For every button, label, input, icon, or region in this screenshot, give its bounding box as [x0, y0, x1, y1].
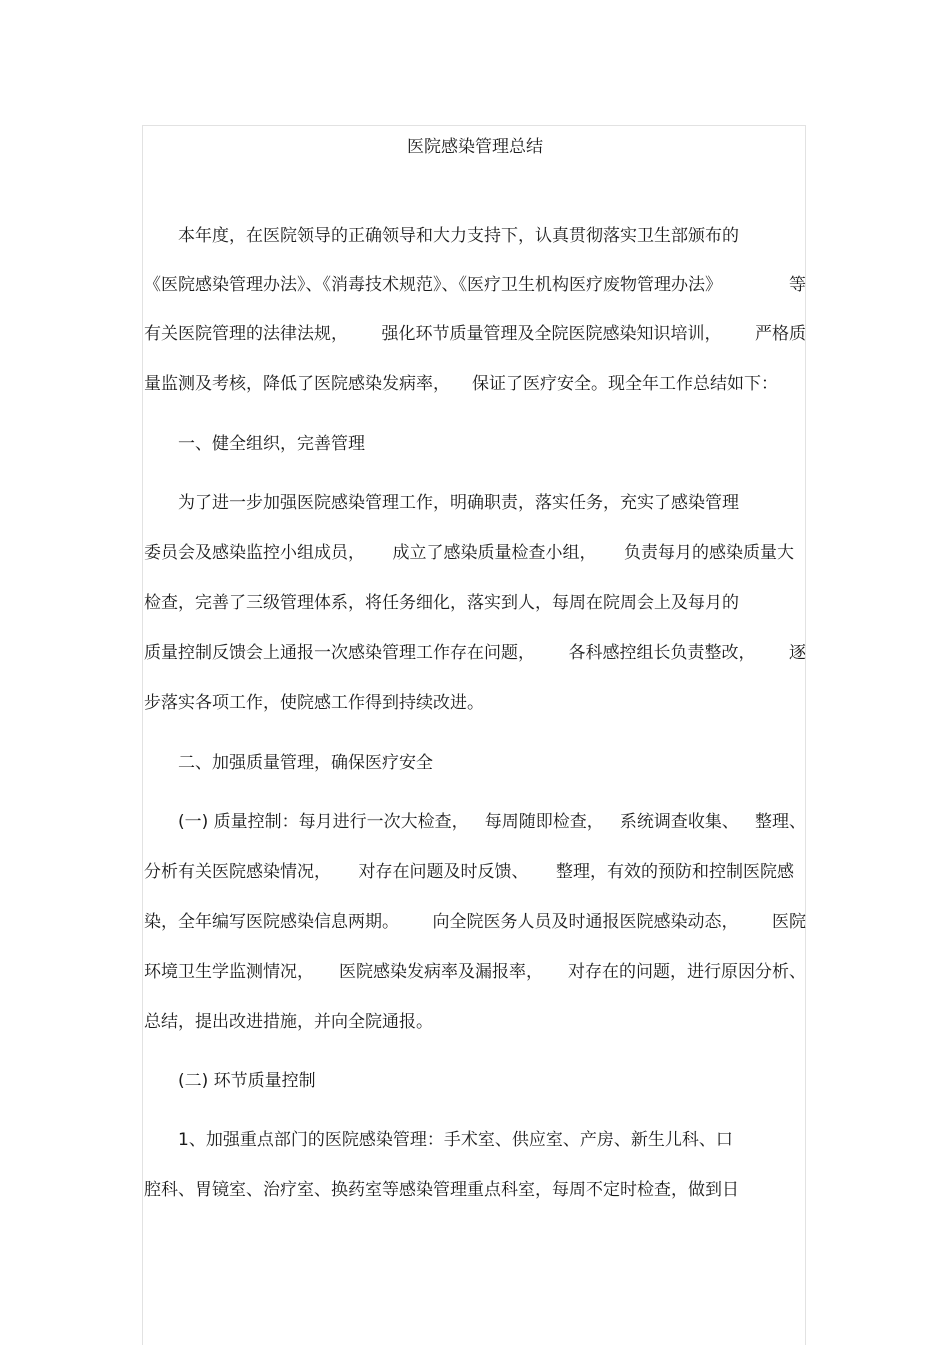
text-run: 环境卫生学监测情况，	[144, 962, 314, 982]
text-run: 整理、	[755, 812, 806, 832]
document-title: 医院感染管理总结	[407, 137, 543, 157]
text-run: 整理，有效的预防和控制医院感	[556, 862, 794, 882]
text-run: 逐	[789, 643, 806, 663]
paragraph-line	[144, 859, 794, 885]
paragraph-line	[144, 959, 806, 985]
section-heading: 一、健全组织，完善管理	[178, 434, 365, 454]
subsection-heading: (二) 环节质量控制	[178, 1071, 316, 1091]
paragraph-line: 检查，完善了三级管理体系，将任务细化，落实到人，每周在院周会上及每月的	[144, 593, 739, 613]
text-run: 质量控制反馈会上通报一次感染管理工作存在问题，	[144, 643, 535, 663]
text-run: 有关医院管理的法律法规，	[144, 324, 348, 344]
paragraph-line	[144, 371, 778, 397]
text-run: 量监测及考核，降低了医院感染发病率，	[144, 374, 450, 394]
paragraph-line: 腔科、胃镜室、治疗室、换药室等感染管理重点科室，每周不定时检查，做到日	[144, 1180, 739, 1200]
text-run: 等	[789, 275, 806, 295]
text-run: 保证了医疗安全。现全年工作总结如下：	[472, 374, 778, 394]
text-run: 向全院医务人员及时通报医院感染动态，	[432, 912, 739, 932]
text-run: 系统调查收集、	[619, 812, 739, 832]
paragraph-line: 本年度，在医院领导的正确领导和大力支持下，认真贯彻落实卫生部颁布的	[178, 226, 739, 246]
text-run: 严格质	[755, 324, 806, 344]
text-run: 《医院感染管理办法》、《消毒技术规范》、《医疗卫生机构医疗废物管理办法》	[144, 275, 722, 295]
text-run: 分析有关医院感染情况，	[144, 862, 331, 882]
text-run: 每周随即检查，	[484, 812, 604, 832]
paragraph-line	[144, 272, 806, 298]
text-run: 各科感控组长负责整改，	[568, 643, 756, 663]
paragraph-line	[144, 640, 806, 666]
paragraph-line	[178, 809, 806, 835]
text-run: 医院	[772, 912, 806, 932]
text-run: 医院感染发病率及漏报率，	[339, 962, 543, 982]
text-run: 对存在的问题，进行原因分析、	[568, 962, 806, 982]
paragraph-line: 步落实各项工作，使院感工作得到持续改进。	[144, 693, 484, 713]
paragraph-line: 总结，提出改进措施，并向全院通报。	[144, 1012, 433, 1032]
paragraph-line	[144, 540, 794, 566]
paragraph-line: 为了进一步加强医院感染管理工作，明确职责，落实任务，充实了感染管理	[178, 493, 739, 513]
section-heading: 二、加强质量管理，确保医疗安全	[178, 753, 433, 773]
paragraph-line	[144, 321, 806, 347]
text-run: 委员会及感染监控小组成员，	[144, 543, 365, 563]
page-frame	[142, 125, 806, 1345]
text-run: 负责每月的感染质量大	[624, 543, 794, 563]
text-run: 对存在问题及时反馈、	[358, 862, 529, 882]
text-run: 染，全年编写医院感染信息两期。	[144, 912, 399, 932]
text-run: 强化环节质量管理及全院医院感染知识培训，	[381, 324, 722, 344]
paragraph-line: 1、加强重点部门的医院感染管理：手术室、供应室、产房、新生儿科、口	[178, 1130, 733, 1150]
text-run: 成立了感染质量检查小组，	[392, 543, 597, 563]
paragraph-line	[144, 909, 806, 935]
text-run: (一) 质量控制：每月进行一次大检查，	[178, 812, 469, 832]
